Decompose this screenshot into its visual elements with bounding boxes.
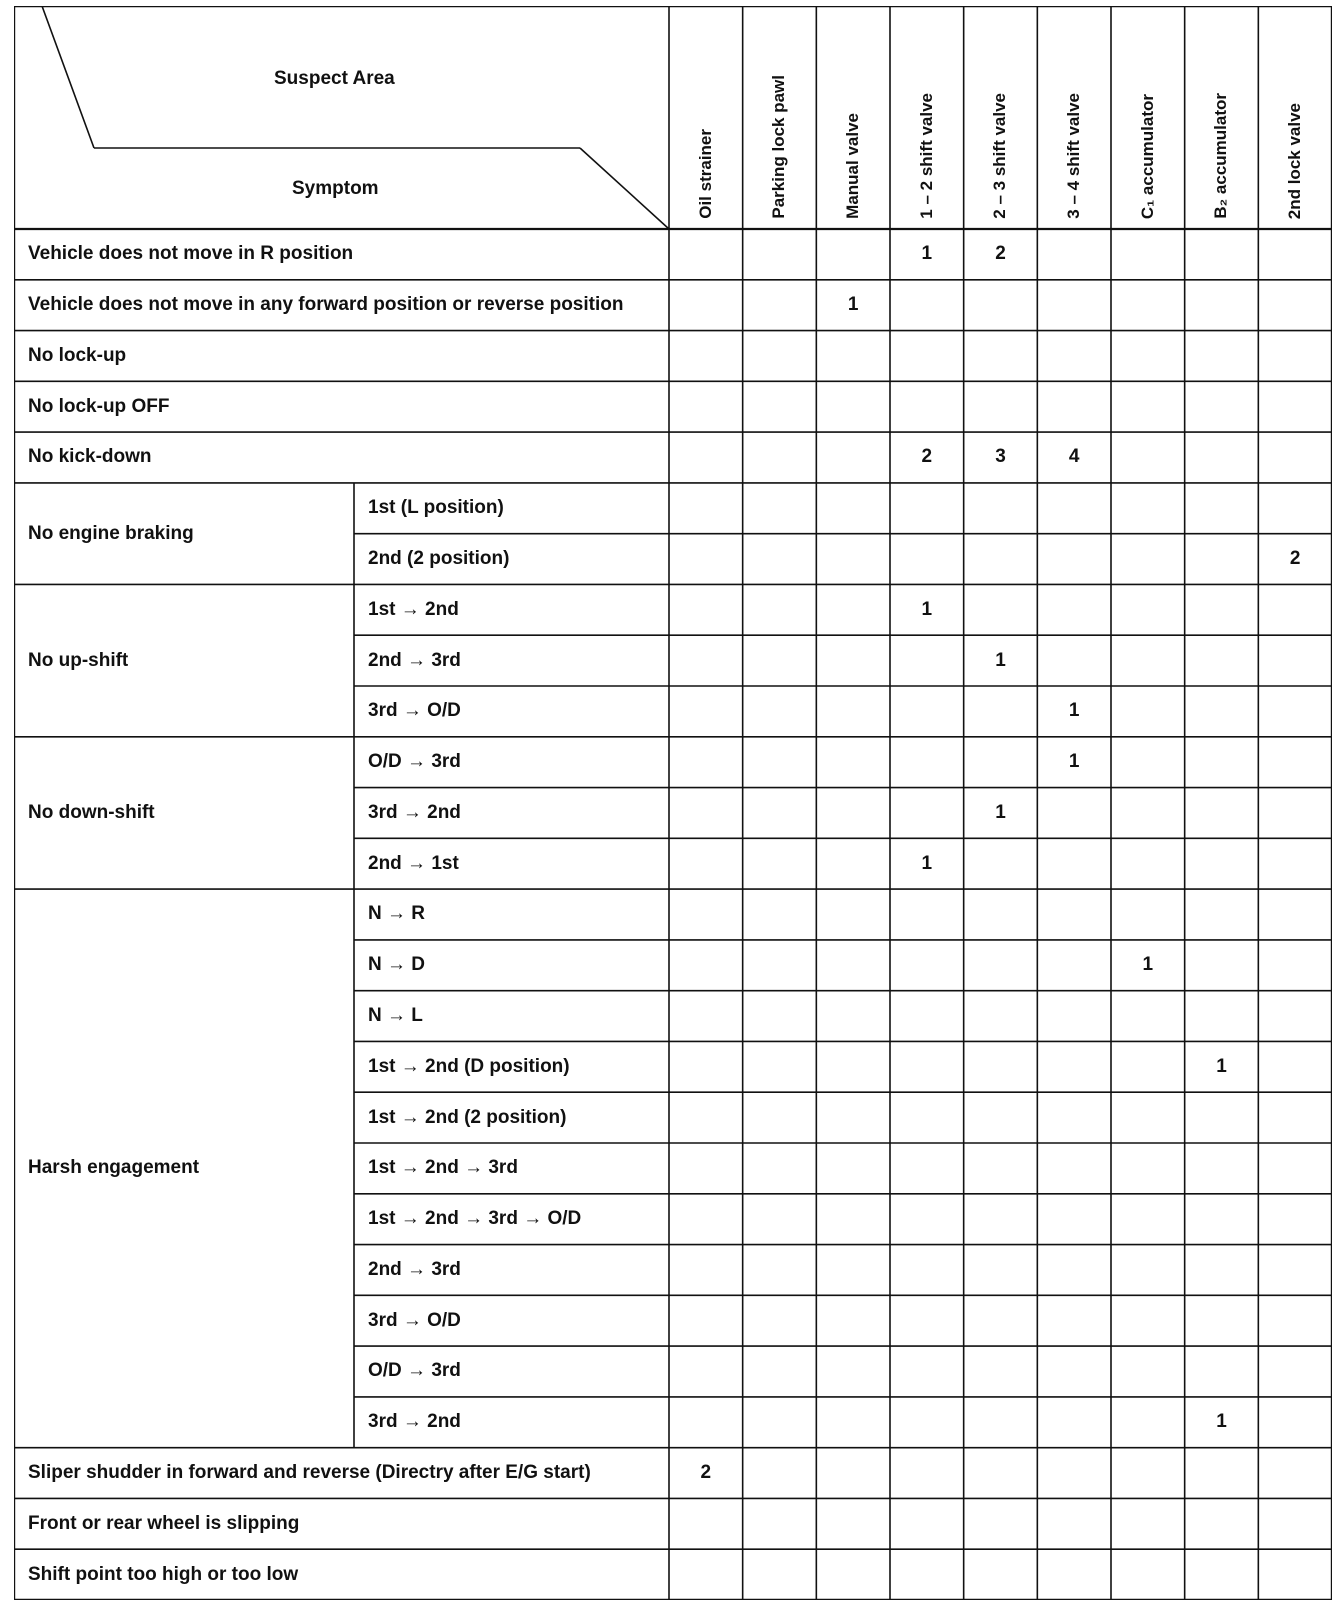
symptom-label: Sliper shudder in forward and reverse (Directry after E/G start) (28, 1462, 591, 1484)
priority-cell: 1 (995, 649, 1006, 671)
condition-label: 1st → 2nd (368, 598, 459, 620)
condition-label: 1st → 2nd (2 position) (368, 1106, 567, 1128)
grid-line (42, 6, 94, 148)
symptom-label: No lock-up OFF (28, 395, 170, 417)
symptom-group-label: Harsh engagement (28, 1157, 200, 1179)
priority-cell: 4 (1068, 446, 1080, 468)
priority-cell: 1 (921, 852, 933, 874)
column-header (964, 6, 1038, 229)
symptom-label: No lock-up (28, 344, 127, 366)
priority-cell: 2 (1289, 548, 1301, 570)
priority-cell: 1 (1216, 1055, 1227, 1077)
condition-label: 1st (L position) (368, 497, 504, 519)
column-header-label: Oil strainer (695, 129, 715, 219)
condition-label: 2nd → 3rd (368, 1258, 461, 1280)
priority-cell: 3 (995, 446, 1006, 468)
column-header (890, 6, 964, 229)
column-header-label: 2 – 3 shift valve (990, 93, 1010, 219)
symptom-header: Symptom (292, 178, 379, 199)
column-header-label: 3 – 4 shift valve (1064, 93, 1084, 219)
priority-cell: 1 (921, 598, 933, 620)
symptom-group-label: No up-shift (28, 649, 129, 671)
priority-cell: 2 (700, 1462, 712, 1484)
symptom-label: Vehicle does not move in R position (28, 243, 354, 265)
condition-label: 3rd → 2nd (368, 801, 461, 823)
symptom-label: Shift point too high or too low (28, 1563, 299, 1585)
column-header (816, 6, 890, 229)
condition-label: 1st → 2nd → 3rd → O/D (368, 1208, 582, 1230)
troubleshooting-matrix (14, 6, 1332, 1600)
condition-label: N → D (368, 954, 425, 976)
priority-cell: 1 (1142, 954, 1154, 976)
column-header (1258, 6, 1332, 229)
condition-label: 3rd → 2nd (368, 1411, 461, 1433)
column-header (1111, 6, 1185, 229)
grid-line (580, 148, 669, 229)
symptom-group-label: No down-shift (28, 801, 155, 823)
priority-cell: 1 (847, 294, 859, 316)
column-header-label: 2nd lock valve (1285, 102, 1305, 219)
symptom-label: Vehicle does not move in any forward position or reverse position (28, 294, 624, 316)
column-header-label: C₁ accumulator (1137, 93, 1157, 219)
priority-cell: 1 (1216, 1411, 1227, 1433)
condition-label: 1st → 2nd → 3rd (368, 1157, 518, 1179)
priority-cell: 1 (921, 243, 933, 265)
condition-label: O/D → 3rd (368, 1360, 461, 1382)
column-header (1185, 6, 1259, 229)
column-header (743, 6, 817, 229)
priority-cell: 2 (921, 446, 933, 468)
priority-cell: 1 (1068, 700, 1080, 722)
condition-label: N → R (368, 903, 425, 925)
condition-label: 3rd → O/D (368, 1309, 461, 1331)
column-header-label: Manual valve (843, 113, 863, 219)
condition-label: 3rd → O/D (368, 700, 461, 722)
symptom-label: Front or rear wheel is slipping (28, 1512, 300, 1534)
condition-label: 2nd → 1st (368, 852, 459, 874)
column-header (669, 6, 743, 229)
condition-label: N → L (368, 1005, 423, 1027)
condition-label: O/D → 3rd (368, 751, 461, 773)
priority-cell: 2 (995, 243, 1006, 265)
suspect-area-header: Suspect Area (274, 68, 395, 89)
symptom-label: No kick-down (28, 446, 152, 468)
symptom-group-label: No engine braking (28, 522, 194, 544)
priority-cell: 1 (995, 801, 1006, 823)
condition-label: 2nd → 3rd (368, 649, 461, 671)
condition-label: 1st → 2nd (D position) (368, 1055, 570, 1077)
condition-label: 2nd (2 position) (368, 548, 510, 570)
priority-cell: 1 (1068, 751, 1080, 773)
column-header-label: B₂ accumulator (1211, 93, 1231, 219)
column-header-label: 1 – 2 shift valve (916, 93, 936, 219)
column-header-label: Parking lock pawl (769, 75, 789, 219)
column-header (1037, 6, 1111, 229)
